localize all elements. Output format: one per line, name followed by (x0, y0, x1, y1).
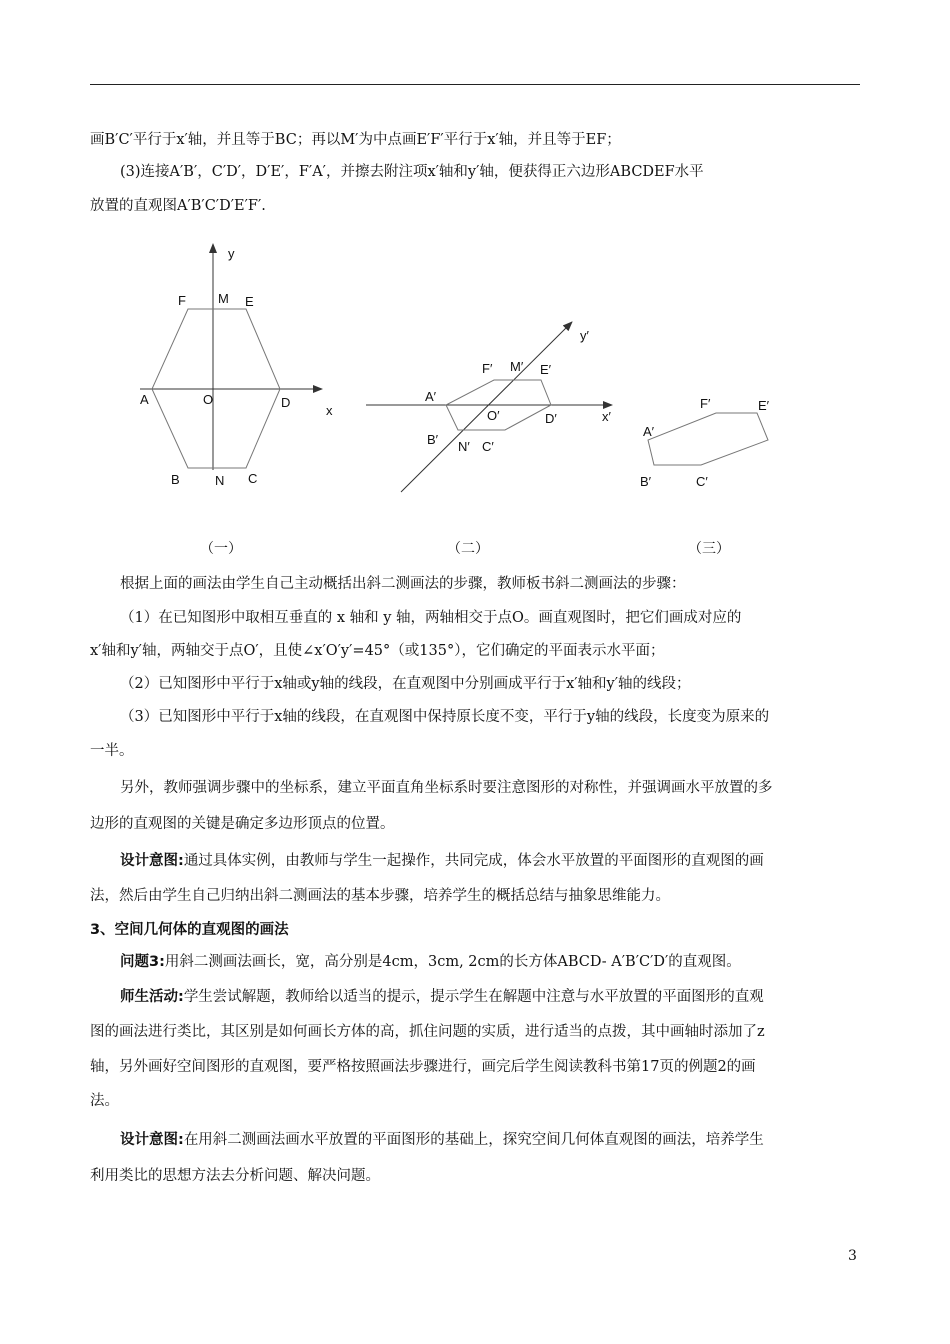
fig2-label-O: O′ (487, 408, 500, 423)
fig1-label-N: N (215, 473, 225, 488)
fig1-label-B: B (171, 472, 180, 487)
figure-1-hexagon (140, 244, 322, 470)
fig3-label-E: E′ (758, 398, 770, 413)
fig2-label-D: D′ (545, 411, 557, 426)
text-line: 放置的直观图A′B′C′D′E′F′. (90, 198, 266, 214)
text-line: 另外，教师强调步骤中的坐标系，建立平面直角坐标系时要注意图形的对称性，并强调画水平放置的多 (120, 780, 773, 796)
text-line: 法。 (90, 1093, 119, 1109)
teacher-student-activity: 师生活动:学生尝试解题，教师给以适当的提示，提示学生在解题中注意与水平放置的平面图形的直观 (120, 989, 764, 1005)
fig2-label-y: y′ (580, 328, 589, 343)
fig3-label-F: F′ (700, 396, 711, 411)
figure-3-result (648, 413, 768, 465)
fig2-caption: （二） (447, 541, 489, 557)
figure-2-oblique-hexagon (366, 322, 612, 492)
figures-svg (0, 0, 950, 540)
fig1-label-O: O (203, 392, 214, 407)
fig1-label-M: M (218, 291, 229, 306)
fig2-label-x: x′ (602, 409, 611, 424)
design-intent-1: 设计意图:通过具体实例，由教师与学生一起操作，共同完成，体会水平放置的平面图形的直观图的画 (120, 853, 764, 869)
text-line: （2）已知图形中平行于x轴或y轴的线段，在直观图中分别画成平行于x′轴和y′轴的线段； (120, 676, 691, 692)
text-line: 根据上面的画法由学生自己主动概括出斜二测画法的步骤，教师板书斜二测画法的步骤： (120, 576, 686, 592)
fig3-label-C: C′ (696, 474, 708, 489)
text-line: x′轴和y′轴，两轴交于点O′，且使∠x′O′y′=45°（或135°），它们确定的平面表示水平面； (90, 643, 665, 659)
text-line: 边形的直观图的关键是确定多边形顶点的位置。 (90, 816, 395, 832)
text-line: （3）已知图形中平行于x轴的线段，在直观图中保持原长度不变，平行于y轴的线段，长度变为原来的 (120, 709, 770, 725)
fig1-label-x: x (326, 403, 333, 418)
text-line: (3)连接A′B′，C′D′，D′E′，F′A′，并擦去附注项x′轴和y′轴，便获得正六边形ABCDEF水平 (120, 164, 704, 180)
fig1-label-D: D (281, 395, 291, 410)
fig2-label-N: N′ (458, 439, 470, 454)
fig3-caption: （三） (688, 541, 730, 557)
fig2-label-F: F′ (482, 361, 493, 376)
text-line: 一半。 (90, 743, 134, 759)
fig3-label-A: A′ (643, 424, 655, 439)
fig1-label-A: A (140, 392, 149, 407)
text-line: 轴，另外画好空间图形的直观图，要严格按照画法步骤进行，画完后学生阅读教科书第17页的例题2的画 (90, 1059, 756, 1075)
fig2-label-B: B′ (427, 432, 439, 447)
fig1-caption: （一） (200, 541, 242, 557)
text-line: 图的画法进行类比，其区别是如何画长方体的高，抓住问题的实质，进行适当的点拨，其中画轴时添加了z (90, 1024, 765, 1040)
fig1-label-F: F (178, 293, 186, 308)
fig2-label-M: M′ (510, 359, 524, 374)
text-line: 画B′C′平行于x′轴，并且等于BC；再以M′为中点画E′F′平行于x′轴，并且等于EF； (90, 132, 621, 148)
fig1-label-C: C (248, 471, 258, 486)
question-3: 问题3:用斜二测画法画长，宽，高分别是4cm，3cm, 2cm的长方体ABCD- A′B′C′D′的直观图。 (120, 954, 741, 970)
fig1-label-E: E (245, 294, 254, 309)
section-heading: 3、空间几何体的直观图的画法 (90, 922, 289, 938)
design-intent-2: 设计意图:在用斜二测画法画水平放置的平面图形的基础上，探究空间几何体直观图的画法，培养学生 (120, 1132, 764, 1148)
text-line: （1）在已知图形中取相互垂直的 x 轴和 y 轴，两轴相交于点O。画直观图时，把它们画成对应的 (120, 610, 742, 626)
fig1-label-y: y (228, 246, 235, 261)
fig2-label-A: A′ (425, 389, 437, 404)
fig3-label-B: B′ (640, 474, 652, 489)
page-number: 3 (848, 1248, 857, 1264)
fig2-label-E: E′ (540, 362, 552, 377)
text-line: 利用类比的思想方法去分析问题、解决问题。 (90, 1168, 380, 1184)
text-line: 法，然后由学生自己归纳出斜二测画法的基本步骤，培养学生的概括总结与抽象思维能力。 (90, 888, 670, 904)
fig2-label-C: C′ (482, 439, 494, 454)
